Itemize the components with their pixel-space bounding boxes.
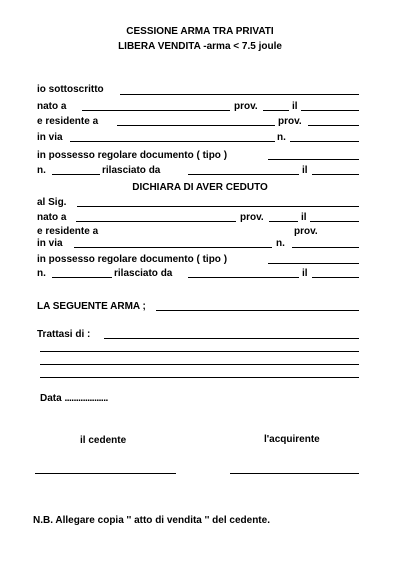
declaration-heading: DICHIARA DI AVER CEDUTO <box>132 182 268 193</box>
seller-prov2-label: prov. <box>278 116 302 127</box>
seller-residence-prov-field[interactable] <box>308 125 359 126</box>
seller-born-label: nato a <box>37 101 67 112</box>
seller-doc-date-label: il <box>302 165 308 176</box>
seller-street-number-field[interactable] <box>290 141 359 142</box>
buyer-born-label: nato a <box>37 212 67 223</box>
subject-field-3[interactable] <box>40 364 359 365</box>
weapon-label: LA SEGUENTE ARMA ; <box>37 301 146 312</box>
seller-doc-number-label: n. <box>37 165 46 176</box>
seller-birthdate-field[interactable] <box>301 110 359 111</box>
seller-doc-date-field[interactable] <box>312 174 359 175</box>
date-label-text: Data <box>40 393 62 404</box>
seller-residence-field[interactable] <box>117 125 275 126</box>
buyer-doc-number-field[interactable] <box>52 277 112 278</box>
buyer-resident-label: e residente a <box>37 226 99 237</box>
buyer-street-number-field[interactable] <box>292 247 359 248</box>
seller-street-label: in via <box>37 132 63 143</box>
seller-street-field[interactable] <box>70 141 275 142</box>
seller-name-field[interactable] <box>120 94 359 95</box>
seller-doc-number-field[interactable] <box>52 174 100 175</box>
seller-issued-label: rilasciato da <box>102 165 161 176</box>
date-label <box>40 393 108 405</box>
buyer-document-label: in possesso regolare documento ( tipo ) <box>37 254 228 265</box>
seller-issued-by-field[interactable] <box>188 174 299 175</box>
buyer-document-type-field[interactable] <box>268 263 359 264</box>
seller-number-label: n. <box>277 132 286 143</box>
subject-field-2[interactable] <box>40 351 359 352</box>
buyer-issued-by-field[interactable] <box>188 277 299 278</box>
buyer-birthdate-label: il <box>301 212 307 223</box>
subject-field-1[interactable] <box>104 338 359 339</box>
buyer-name-label: al Sig. <box>37 197 67 208</box>
buyer-prov-label: prov. <box>240 212 264 223</box>
buyer-name-field[interactable] <box>77 206 359 207</box>
seller-undersigned-label: io sottoscritto <box>37 84 104 95</box>
seller-prov-label: prov. <box>234 101 258 112</box>
seller-signature-label: il cedente <box>80 435 127 446</box>
seller-document-type-field[interactable] <box>268 159 359 160</box>
buyer-birthplace-field[interactable] <box>76 221 236 222</box>
buyer-number-label: n. <box>276 238 285 249</box>
buyer-issued-label: rilasciato da <box>114 268 173 279</box>
buyer-doc-number-label: n. <box>37 268 46 279</box>
weapon-field[interactable] <box>156 310 359 311</box>
subject-field-4[interactable] <box>40 377 359 378</box>
buyer-birthdate-field[interactable] <box>310 221 359 222</box>
buyer-prov2-label: prov. <box>294 226 318 237</box>
seller-document-label: in possesso regolare documento ( tipo ) <box>37 150 228 161</box>
footer-note: N.B. Allegare copia '' atto di vendita '' del cedente. <box>33 515 270 526</box>
document-title: CESSIONE ARMA TRA PRIVATI <box>126 26 274 37</box>
buyer-signature-label: l'acquirente <box>264 434 320 445</box>
buyer-street-label: in via <box>37 238 63 249</box>
seller-birth-prov-field[interactable] <box>263 110 289 111</box>
seller-birthdate-label: il <box>292 101 298 112</box>
buyer-doc-date-field[interactable] <box>312 277 359 278</box>
seller-signature-line[interactable] <box>35 473 176 474</box>
seller-resident-label: e residente a <box>37 116 99 127</box>
date-field[interactable]: ................... <box>64 393 108 404</box>
buyer-doc-date-label: il <box>302 268 308 279</box>
subject-label: Trattasi di : <box>37 329 91 340</box>
document-subtitle: LIBERA VENDITA -arma < 7.5 joule <box>118 41 282 52</box>
buyer-birth-prov-field[interactable] <box>269 221 298 222</box>
buyer-street-field[interactable] <box>74 247 272 248</box>
seller-birthplace-field[interactable] <box>82 110 230 111</box>
buyer-signature-line[interactable] <box>230 473 359 474</box>
